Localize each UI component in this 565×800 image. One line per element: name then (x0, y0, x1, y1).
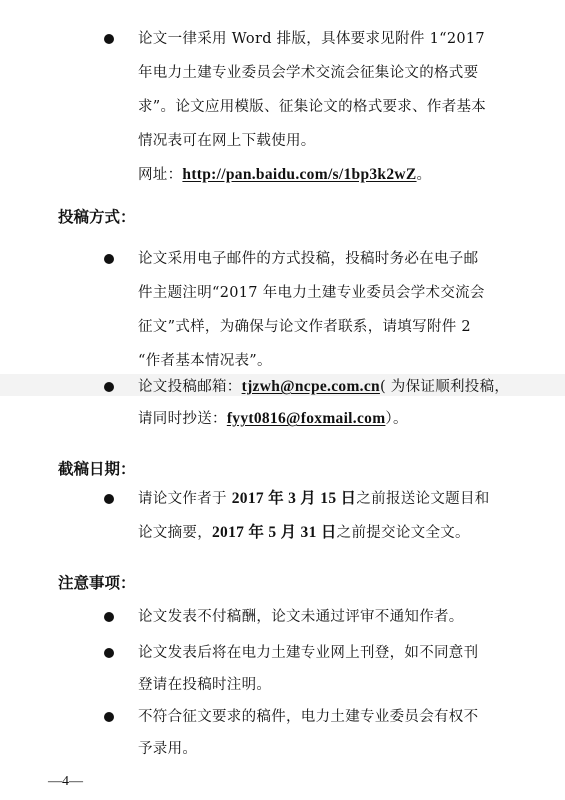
format-line-1: 论文一律采用 Word 排版，具体要求见附件 1“2017 (138, 31, 485, 47)
format-line-4: 情况表可在网上下载使用。 (138, 133, 316, 149)
bullet-dot (104, 494, 114, 504)
deadline-heading: 截稿日期： (58, 459, 136, 478)
notes-heading: 注意事项： (58, 573, 136, 592)
page-number: —4— (48, 774, 83, 789)
email-link-cc[interactable]: fyyt0816@foxmail.com (226, 410, 386, 427)
bullet-dot (104, 34, 114, 44)
bullet-dot (104, 382, 114, 392)
email-line-2 (138, 410, 408, 428)
deadline-text-a: 请论文作者于 (138, 491, 232, 507)
deadline-text-b: 之前报送论文题目和 (356, 491, 490, 507)
email-link-primary[interactable]: tjzwh@ncpe.com.cn (241, 378, 380, 395)
email-line-1 (138, 378, 509, 396)
format-line-3: 求”。论文应用模版、征集论文的格式要求、作者基本 (138, 99, 487, 115)
url-line (138, 166, 431, 184)
submit-line-1: 论文采用电子邮件的方式投稿，投稿时务必在电子邮 (138, 251, 479, 267)
bullet-dot (104, 612, 114, 622)
bullet-dot (104, 712, 114, 722)
submit-heading: 投稿方式： (58, 207, 136, 226)
email-prefix: 论文投稿邮箱： (138, 379, 242, 395)
deadline-date-2: 2017 年 5 月 31 日 (212, 524, 337, 541)
submit-line-3: 征文”式样，为确保与论文作者联系，请填写附件 2 (138, 319, 471, 335)
deadline-text-d: 之前提交论文全文。 (336, 525, 470, 541)
email-mid: ( 为保证顺利投稿， (379, 379, 510, 395)
notes-line-2: 论文发表后将在电力土建专业网上刊登，如不同意刊 (138, 645, 479, 661)
notes-line-1: 论文发表不付稿酬，论文未通过评审不通知作者。 (138, 609, 464, 625)
bullet-dot (104, 648, 114, 658)
submit-line-4: “作者基本情况表”。 (138, 353, 272, 369)
notes-line-4: 不符合征文要求的稿件，电力土建专业委员会有权不 (138, 709, 479, 725)
format-line-2: 年电力土建专业委员会学术交流会征集论文的格式要 (138, 65, 479, 81)
notes-line-3: 登请在投稿时注明。 (138, 677, 272, 693)
download-link[interactable]: http://pan.baidu.com/s/1bp3k2wZ (182, 166, 417, 183)
cc-prefix: 请同时抄送： (138, 411, 227, 427)
bullet-dot (104, 254, 114, 264)
deadline-line-1 (138, 490, 490, 508)
notes-line-5: 予录用。 (138, 741, 198, 757)
deadline-date-1: 2017 年 3 月 15 日 (231, 490, 357, 507)
email-suffix: ）。 (385, 411, 408, 427)
url-end: 。 (416, 167, 432, 183)
submit-line-2: 件主题注明“2017 年电力土建专业委员会学术交流会 (138, 285, 485, 301)
url-label: 网址： (138, 167, 183, 183)
deadline-line-2 (138, 524, 470, 542)
deadline-text-c: 论文摘要， (138, 525, 212, 541)
